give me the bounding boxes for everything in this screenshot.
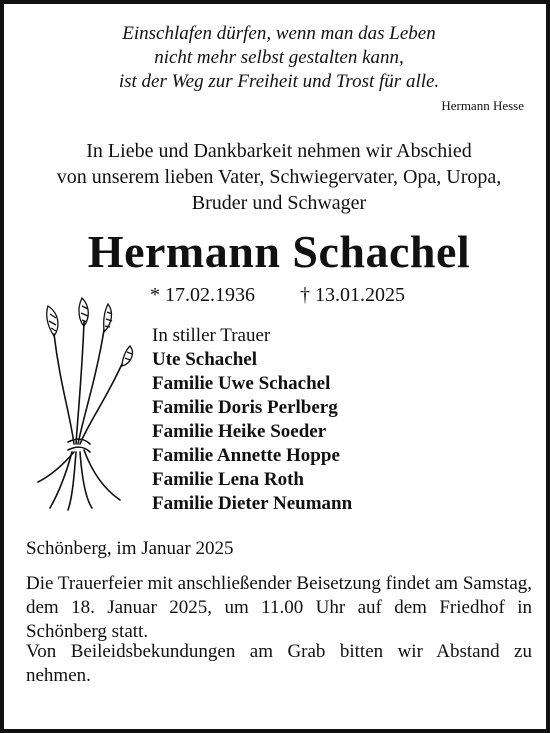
quote-line: nicht mehr selbst gestalten kann,: [154, 47, 404, 68]
birth-date: * 17.02.1936: [150, 284, 255, 306]
intro-text: [4, 138, 550, 216]
mourner-name: Familie Annette Hoppe: [152, 445, 340, 466]
death-date: † 13.01.2025: [300, 284, 405, 306]
intro-line: von unserem lieben Vater, Schwiegervater, Opa, Uropa,: [56, 166, 502, 188]
mourner-name: Familie Lena Roth: [152, 469, 304, 490]
mourners-lead: In stiller Trauer: [152, 325, 271, 346]
wheat-sheaf-icon: [26, 294, 144, 514]
mourner-name: Familie Heike Soeder: [152, 421, 327, 442]
condolence-notice: Von Beileidsbekundungen am Grab bitten wir Abstand zu nehmen.: [26, 641, 532, 686]
quote-line: Einschlafen dürfen, wenn man das Leben: [122, 23, 436, 44]
deceased-name: Hermann Schachel: [87, 226, 471, 277]
mourner-name: Familie Uwe Schachel: [152, 373, 331, 394]
funeral-notice: Die Trauerfeier mit anschließender Beisetzung findet am Samstag, dem 18. Januar 2025, um 11.00 Uhr auf dem Friedhof in Schönberg statt.: [26, 573, 532, 642]
mourner-name: Familie Dieter Neumann: [152, 493, 353, 514]
mourner-name: Ute Schachel: [152, 349, 258, 370]
intro-line: Bruder und Schwager: [191, 192, 367, 214]
place-date: Schönberg, im Januar 2025: [26, 538, 234, 559]
intro-line: In Liebe und Dankbarkeit nehmen wir Abschied: [86, 140, 472, 162]
quote-line: ist der Weg zur Freiheit und Trost für alle.: [118, 71, 440, 92]
quote-author: Hermann Hesse: [441, 98, 524, 113]
mourners-list: [152, 324, 352, 516]
quote: [4, 22, 550, 94]
mourner-name: Familie Doris Perlberg: [152, 397, 338, 418]
